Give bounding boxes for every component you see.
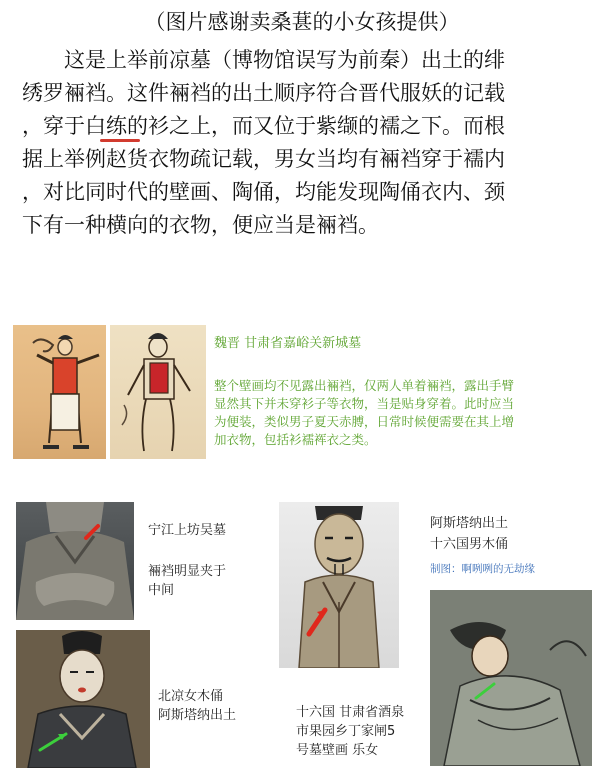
image-credit-caption: （图片感谢卖桑葚的小女孩提供） — [144, 10, 460, 34]
figure1-title: 魏晋 甘肃省嘉峪关新城墓 — [214, 336, 362, 351]
figure1-description — [214, 377, 598, 449]
figure5-label-line: 号墓壁画 乐女 — [296, 743, 379, 758]
figurine-drawing — [279, 502, 399, 668]
fresco-figure-drawing — [13, 325, 106, 459]
female-wooden-figurine-image — [16, 630, 150, 768]
paragraph-line: 绣罗裲裆。这件裲裆的出土顺序符合晋代服妖的记载 — [22, 81, 505, 105]
figure5-label-line: 十六国 甘肃省酒泉 — [296, 705, 405, 720]
fresco-image-left — [13, 325, 106, 459]
figure3-credit: 制图：啊咧咧的无劫缘 — [430, 563, 535, 575]
statue-drawing — [16, 502, 134, 620]
figurine-drawing — [16, 630, 150, 768]
figure1-desc-line: 显然其下并未穿衫子等衣物，当是贴身穿着。此时应当 — [214, 396, 515, 411]
jiuquan-mural-image — [430, 590, 592, 766]
figure3-label-line: 阿斯塔纳出土 — [430, 516, 509, 531]
figure4-label — [158, 687, 236, 725]
figure3-label — [430, 513, 508, 555]
emphasis-underline — [100, 139, 140, 142]
fresco-figure-drawing — [110, 325, 206, 459]
figure2-label — [148, 521, 226, 540]
figure2-label-line: 宁江上坊吴墓 — [148, 523, 227, 538]
fresco-image-right — [110, 325, 206, 459]
paragraph-line: ，穿于白练的衫之上，而又位于紫缬的襦之下。而根 — [22, 114, 505, 138]
paragraph-line: 据上举例赵货衣物疏记载，男女当均有裲裆穿于襦内 — [22, 147, 505, 171]
figure3-label-line: 十六国男木俑 — [430, 537, 509, 552]
paragraph-line: 这是上举前凉墓（博物馆误写为前秦）出土的绯 — [64, 48, 505, 72]
paragraph-line: 下有一种横向的衣物，便应当是裲裆。 — [22, 213, 379, 237]
figure4-label-line: 阿斯塔纳出土 — [158, 708, 237, 723]
paragraph-line: ，对比同时代的壁画、陶俑，均能发现陶俑衣内、颈 — [22, 180, 505, 204]
main-paragraph — [22, 44, 588, 242]
wu-tomb-statue-image — [16, 502, 134, 620]
figure1-desc-line: 加衣物，包括衫襦裈衣之类。 — [214, 432, 377, 447]
figure2-note-line: 裲裆明显夹于 — [148, 564, 227, 579]
figure1-desc-line: 整个壁画均不见露出裲裆，仅两人单着裲裆，露出手臂 — [214, 378, 515, 393]
figure2-note — [148, 562, 226, 600]
mural-drawing — [430, 590, 592, 766]
figure5-label-line: 市果园乡丁家闸5 — [296, 724, 396, 739]
figure4-label-line: 北凉女木俑 — [158, 689, 224, 704]
figure2-note-line: 中间 — [148, 583, 175, 598]
figure1-desc-line: 为便装，类似男子夏天赤膊，日常时候便需要在其上增 — [214, 414, 515, 429]
male-wooden-figurine-image — [279, 502, 399, 668]
figure5-label — [296, 703, 404, 760]
